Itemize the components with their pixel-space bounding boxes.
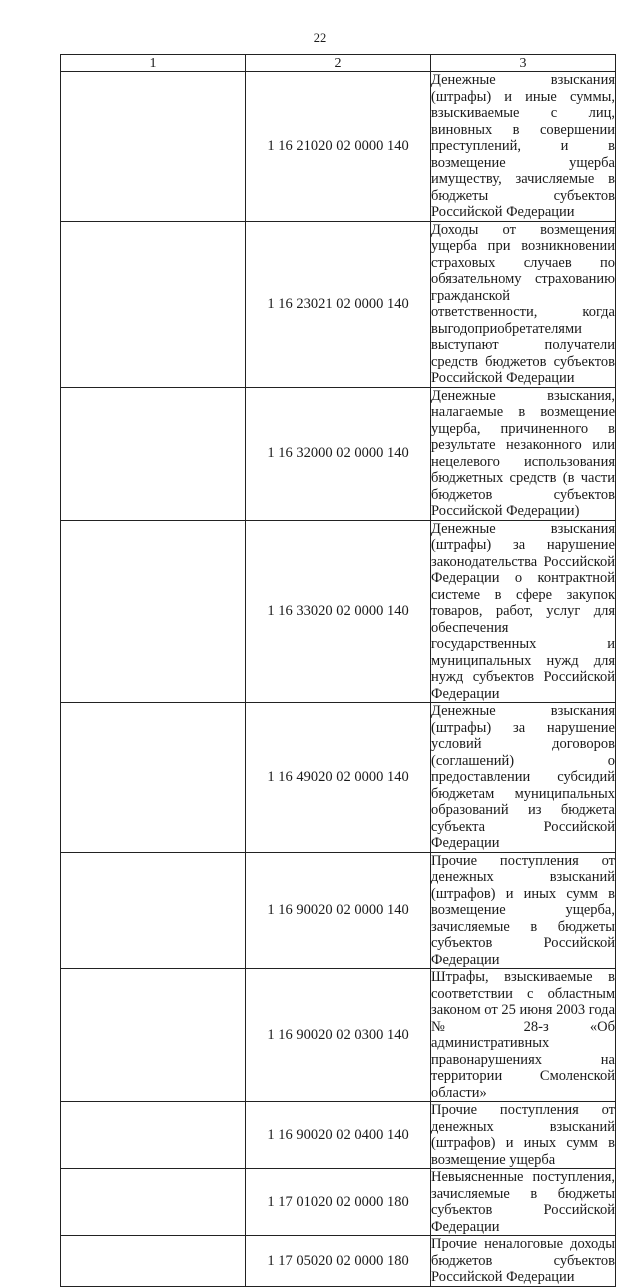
row-col1-cell [61, 1236, 246, 1287]
row-col1-cell [61, 852, 246, 969]
table-row [61, 221, 616, 387]
description-cell: Невыясненные поступления, зачисляемые в бюджеты субъектов Российской Федерации [431, 1169, 615, 1235]
table-row [61, 1169, 616, 1236]
description-cell: Штрафы, взыскиваемые в соответствии с областным законом от 25 июня 2003 года № 28-з «Об административных правонарушениях на территории Смоленской области» [431, 969, 615, 1101]
budget-code-cell: 1 16 32000 02 0000 140 [246, 387, 431, 520]
table-row [61, 72, 616, 222]
header-col-3: 3 [431, 55, 616, 72]
description-cell: Денежные взыскания (штрафы) и иные суммы, взыскиваемые с лиц, виновных в совершении преступлений, и в возмещение ущерба имуществу, зачисляемые в бюджеты субъектов Российской Федерации [431, 72, 615, 220]
budget-code-cell: 1 16 49020 02 0000 140 [246, 703, 431, 853]
description-cell: Прочие неналоговые доходы бюджетов субъектов Российской Федерации [431, 1236, 615, 1285]
budget-code-cell: 1 16 21020 02 0000 140 [246, 72, 431, 222]
header-col-2: 2 [246, 55, 431, 72]
row-col1-cell [61, 703, 246, 853]
description-cell: Денежные взыскания (штрафы) за нарушение условий договоров (соглашений) о предоставлении субсидий бюджетам муниципальных образований из бюджета субъекта Российской Федерации [431, 703, 615, 851]
budget-code-cell: 1 16 90020 02 0300 140 [246, 969, 431, 1102]
table-row [61, 1102, 616, 1169]
budget-code-cell: 1 16 90020 02 0000 140 [246, 852, 431, 969]
table-row [61, 969, 616, 1102]
budget-code-cell: 1 17 01020 02 0000 180 [246, 1169, 431, 1236]
description-cell: Денежные взыскания, налагаемые в возмещение ущерба, причиненного в результате незаконного или нецелевого использования бюджетных средств (в части бюджетов субъектов Российской Федерации) [431, 387, 615, 519]
budget-code-cell: 1 16 33020 02 0000 140 [246, 520, 431, 703]
table-row [61, 387, 616, 520]
budget-code-cell: 1 17 05020 02 0000 180 [246, 1236, 431, 1287]
table-header-row [61, 55, 616, 72]
row-col1-cell [61, 1169, 246, 1236]
budget-code-cell: 1 16 90020 02 0400 140 [246, 1102, 431, 1169]
header-col-1: 1 [61, 55, 246, 72]
page-number: 22 [313, 31, 327, 45]
row-col1-cell [61, 1102, 246, 1169]
row-col1-cell [61, 520, 246, 703]
description-cell: Доходы от возмещения ущерба при возникновении страховых случаев по обязательному страхованию гражданской ответственности, когда выгодоприобретателями выступают получатели средств бюджетов субъектов Российской Федерации [431, 221, 615, 386]
description-cell: Денежные взыскания (штрафы) за нарушение законодательства Российской Федерации о контрактной системе в сфере закупок товаров, работ, услуг для обеспечения государственных и муниципальных нужд для нужд субъектов Российской Федерации [431, 520, 615, 702]
row-col1-cell [61, 969, 246, 1102]
table-row [61, 520, 616, 703]
budget-code-table [60, 54, 616, 1287]
table-row [61, 1236, 616, 1287]
budget-code-cell: 1 16 23021 02 0000 140 [246, 221, 431, 387]
row-col1-cell [61, 387, 246, 520]
description-cell: Прочие поступления от денежных взысканий (штрафов) и иных сумм в возмещение ущерба, зачисляемые в бюджеты субъектов Российской Федерации [431, 852, 615, 968]
row-col1-cell [61, 221, 246, 387]
table-row [61, 703, 616, 853]
row-col1-cell [61, 72, 246, 222]
description-cell: Прочие поступления от денежных взысканий (штрафов) и иных сумм в возмещение ущерба [431, 1102, 615, 1168]
table-row [61, 852, 616, 969]
